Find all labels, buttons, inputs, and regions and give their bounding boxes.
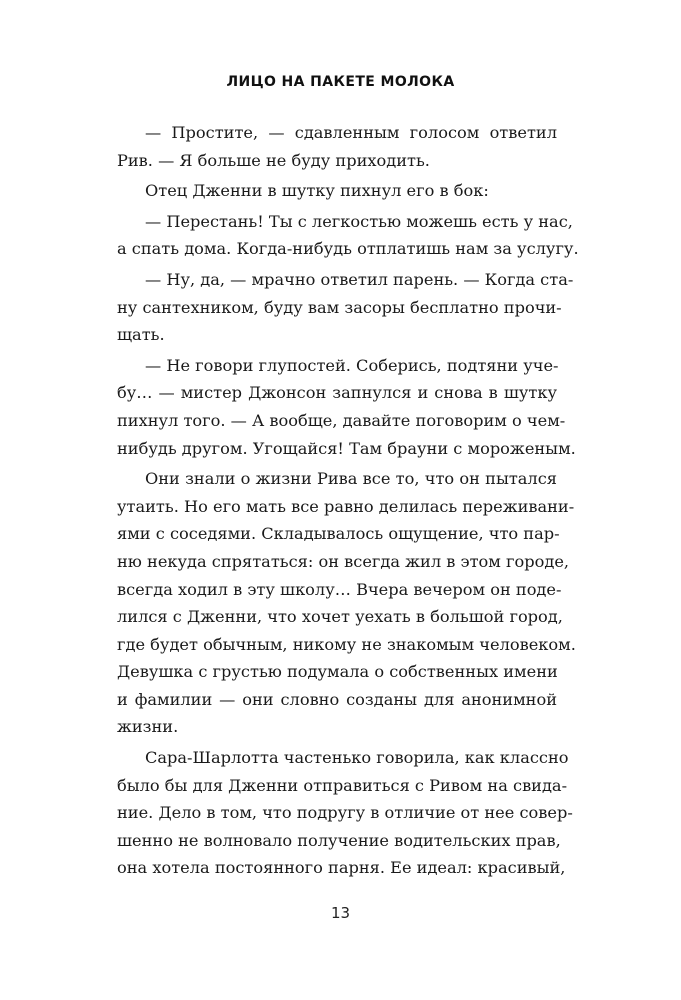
- text-line: а спать дома. Когда-нибудь отплатишь нам за услугу.: [117, 239, 579, 259]
- text-line: где будет обычным, никому не знакомым человеком.: [117, 634, 576, 654]
- text-line: всегда ходил в эту школу… Вчера вечером он поде-: [117, 579, 562, 599]
- text-line: утаить. Но его мать все равно делилась переживани-: [117, 496, 575, 516]
- text-line: щать.: [117, 325, 165, 345]
- text-line: нибудь другом. Угощайся! Там брауни с мороженым.: [117, 438, 576, 458]
- text-line: лился с Дженни, что хочет уехать в большой город,: [117, 607, 563, 627]
- text-line: Девушка с грустью подумала о собственных имени: [117, 662, 558, 682]
- text-line: шенно не волновало получение водительских прав,: [117, 830, 561, 850]
- text-line: — Не говори глупостей. Соберись, подтяни уче-: [145, 355, 559, 375]
- text-line: ну сантехником, буду вам засоры бесплатно прочи-: [117, 297, 562, 317]
- paragraph-4: [117, 266, 574, 349]
- text-line: — Простите, — сдавленным голосом ответил: [145, 123, 557, 142]
- paragraph-2: [117, 177, 557, 205]
- page-number: 13: [330, 904, 351, 922]
- paragraph-6: [117, 465, 576, 741]
- text-line: жизни.: [117, 717, 179, 737]
- text-line: — Перестань! Ты с легкостью можешь есть у нас,: [145, 211, 573, 231]
- text-line: Они знали о жизни Рива все то, что он пытался: [145, 469, 557, 489]
- paragraph-7: [117, 744, 573, 882]
- text-line: пихнул того. — А вообще, давайте поговорим о чем-: [117, 410, 566, 430]
- text-line: Отец Дженни в шутку пихнул его в бок:: [145, 181, 489, 201]
- text-line: ню некуда спрятаться: он всегда жил в этом городе,: [117, 551, 570, 571]
- paragraph-3: [117, 208, 579, 263]
- text-line: и фамилии — они словно созданы для анонимной: [117, 689, 557, 709]
- text-line: — Ну, да, — мрачно ответил парень. — Когда ста-: [145, 269, 574, 289]
- paragraph-5: [117, 352, 576, 462]
- text-line: Сара-Шарлотта частенько говорила, как классно: [145, 748, 569, 768]
- body-text: [117, 119, 579, 885]
- paragraph-1: [117, 119, 557, 174]
- text-line: ями с соседями. Складывалось ощущение, что пар-: [117, 524, 560, 544]
- text-line: Рив. — Я больше не буду приходить.: [117, 150, 430, 170]
- text-line: было бы для Дженни отправиться с Ривом на свида-: [117, 775, 568, 795]
- text-line: ние. Дело в том, что подругу в отличие от нее совер-: [117, 803, 573, 823]
- text-line: бу… — мистер Джонсон запнулся и снова в шутку: [117, 383, 557, 403]
- text-line: она хотела постоянного парня. Ее идеал: красивый,: [117, 858, 566, 878]
- running-title: ЛИЦО НА ПАКЕТЕ МОЛОКА: [226, 74, 455, 90]
